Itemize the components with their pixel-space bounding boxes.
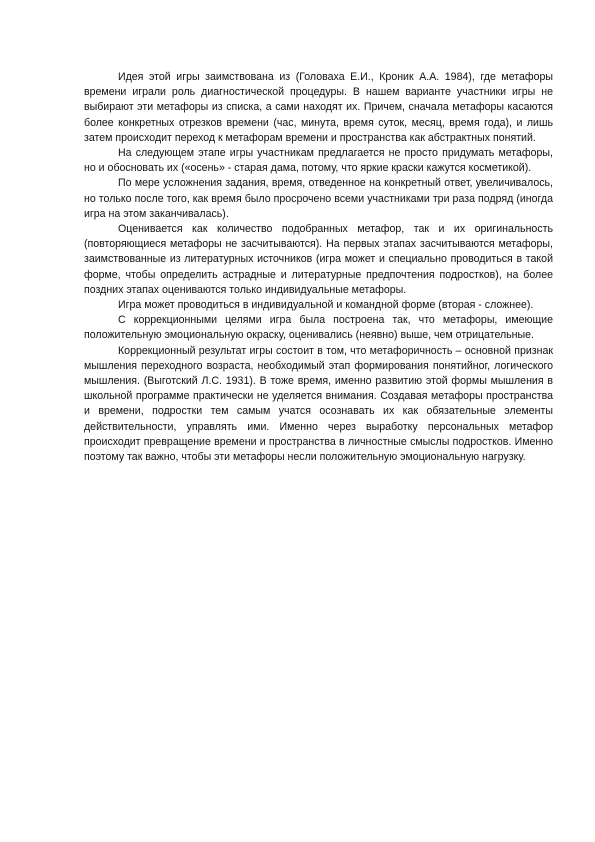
paragraph-6: С коррекционными целями игра была построена так, что метафоры, имеющие положительную эмоциональную окраску, оценивались (неявно) выше, чем отрицательные. (84, 314, 553, 342)
paragraph-3: По мере усложнения задания, время, отведенное на конкретный ответ, увеличивалось, но только после того, как время было просрочено всеми участниками три раза подряд (иногда игра на этом заканчивалась). (84, 177, 553, 220)
paragraph-2: На следующем этапе игры участникам предлагается не просто придумать метафоры, но и обосновать их («осень» - старая дама, потому, что яркие краски кажутся косметикой). (84, 147, 553, 175)
document-page (84, 70, 553, 465)
paragraph-4: Оценивается как количество подобранных метафор, так и их оригинальность (повторяющиеся метафоры не засчитываются). На первых этапах засчитываются метафоры, заимствованные из литературных источников (игра может и специально проводиться в такой форме, чтобы определить астрадные и литературные предпочтения подростков), на более поздних этапах оцениваются только индивидуальные метафоры. (84, 223, 553, 296)
paragraph-5: Игра может проводиться в индивидуальной и командной форме (вторая - сложнее). (118, 299, 534, 312)
paragraph-7: Коррекционный результат игры состоит в том, что метафоричность – основной признак мышления переходного возраста, необходимый этап формирования понятийног, логического мышления. (Выготский Л.С. 1931). В тоже время, именно развитию этой формы мышления в школьной программе практически не уделяется внимания. Создавая метафоры пространства и времени, подростки тем самым учатся осознавать их как обязательные элементы действительности, управлять ими. Именно через выработку персональных метафор происходит превращение времени и пространства в личностные смыслы подростков. Именно поэтому так важно, чтобы эти метафоры несли положительную эмоциональную нагрузку. (84, 344, 553, 464)
paragraph-1: Идея этой игры заимствована из (Головаха Е.И., Кроник А.А. 1984), где метафоры времени играли роль диагностической процедуры. В нашем варианте участники игры не выбирают эти метафоры из списка, а сами находят их. Причем, сначала метафоры касаются более конкретных отрезков времени (час, минута, время суток, месяц, время года), и лишь затем происходит переход к метафорам времени и пространства как абстрактных понятий. (84, 71, 553, 144)
